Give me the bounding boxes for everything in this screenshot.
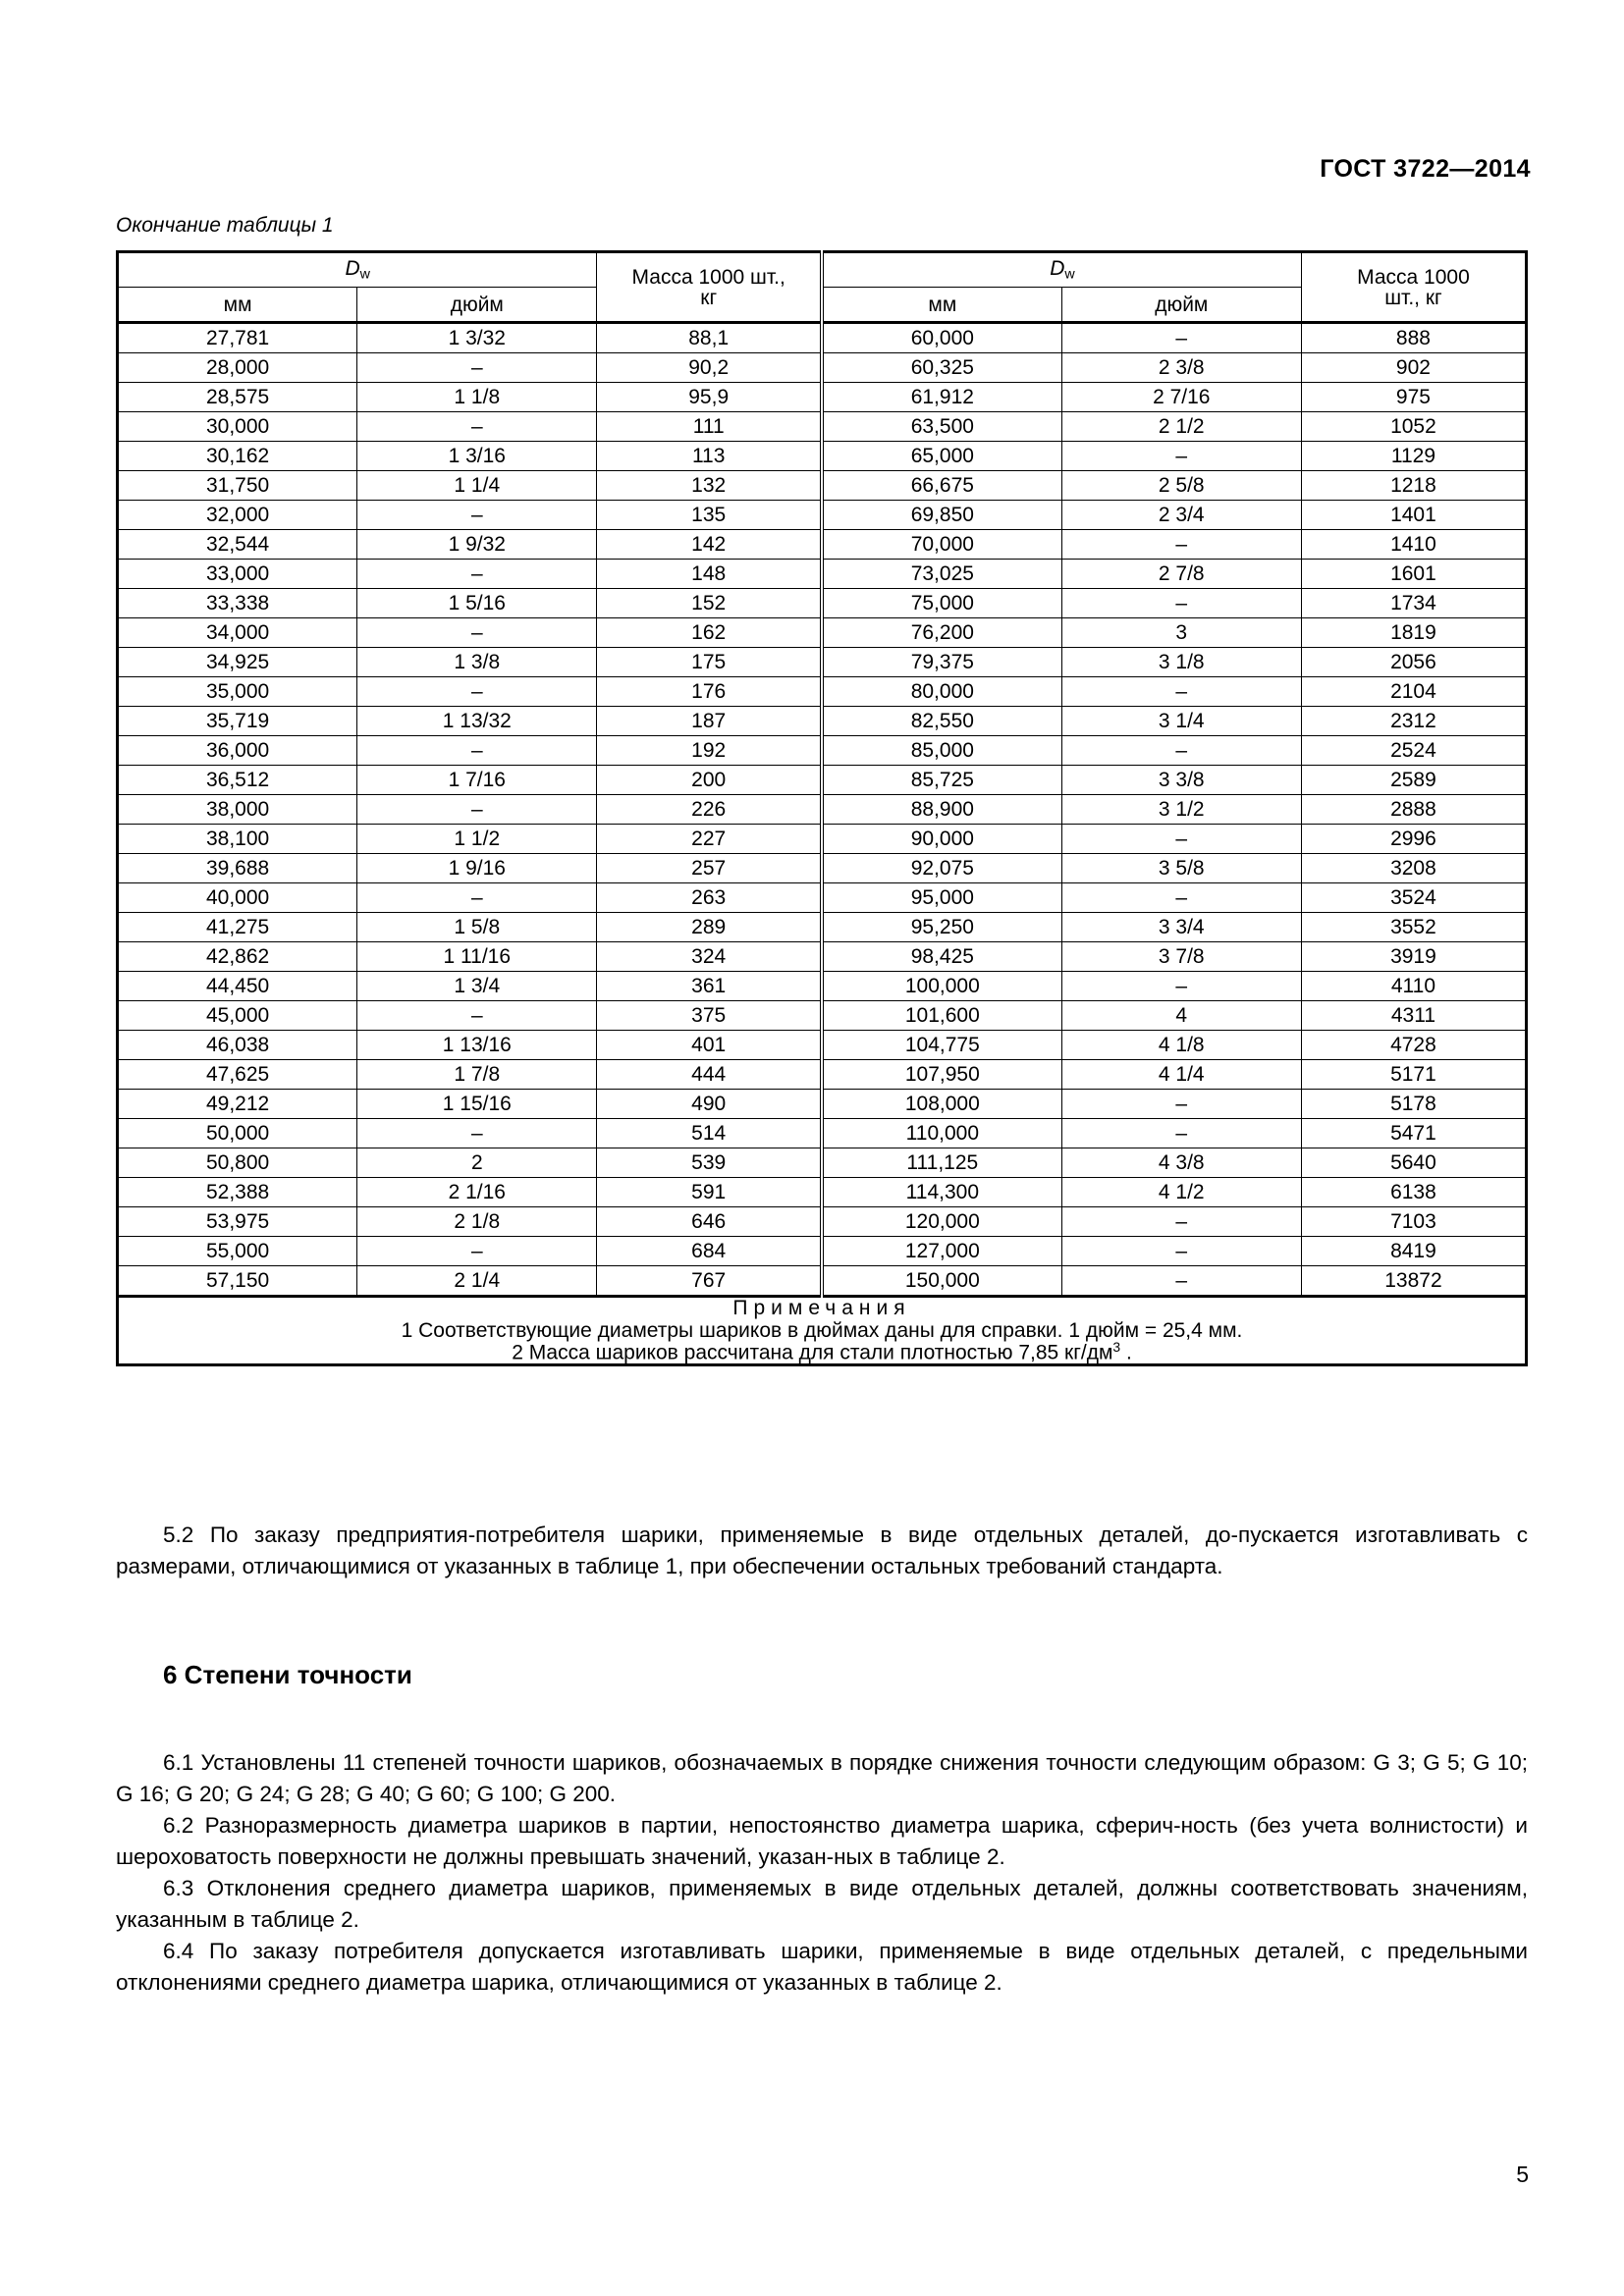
header-mass-left-line2: кг	[700, 286, 718, 309]
cell-mass-right: 1819	[1301, 618, 1526, 648]
cell-mass-right: 3919	[1301, 942, 1526, 972]
cell-mm-left: 31,750	[118, 471, 357, 501]
table-head	[118, 252, 1527, 323]
cell-inch-right: 2 3/4	[1061, 501, 1301, 530]
cell-mass-left: 375	[597, 1001, 822, 1031]
section-6-paragraphs-block	[116, 1747, 1528, 1999]
table-row	[118, 383, 1527, 412]
cell-inch-right: 4 1/4	[1061, 1060, 1301, 1090]
page-header-standard-number: ГОСТ 3722—2014	[1320, 155, 1531, 183]
cell-mass-left: 88,1	[597, 323, 822, 353]
cell-inch-right: 3 5/8	[1061, 854, 1301, 883]
cell-mass-right: 4728	[1301, 1031, 1526, 1060]
cell-mass-right: 2524	[1301, 736, 1526, 766]
table-header-row-1	[118, 252, 1527, 288]
cell-mm-right: 101,600	[822, 1001, 1061, 1031]
cell-mass-right: 1129	[1301, 442, 1526, 471]
table-row	[118, 353, 1527, 383]
ball-diameter-mass-table	[116, 250, 1528, 1366]
cell-inch-left: 1 3/8	[357, 648, 597, 677]
cell-inch-left: 1 7/8	[357, 1060, 597, 1090]
cell-mass-left: 490	[597, 1090, 822, 1119]
cell-mm-right: 79,375	[822, 648, 1061, 677]
cell-mm-left: 44,450	[118, 972, 357, 1001]
cell-mm-left: 38,000	[118, 795, 357, 825]
cell-mm-left: 28,575	[118, 383, 357, 412]
table-row	[118, 1060, 1527, 1090]
cell-mm-right: 108,000	[822, 1090, 1061, 1119]
cell-mm-right: 85,725	[822, 766, 1061, 795]
cell-mass-left: 263	[597, 883, 822, 913]
cell-inch-left: 1 13/32	[357, 707, 597, 736]
cell-mm-left: 35,000	[118, 677, 357, 707]
cell-mm-left: 36,512	[118, 766, 357, 795]
cell-mass-right: 888	[1301, 323, 1526, 353]
cell-mass-left: 227	[597, 825, 822, 854]
table-row	[118, 530, 1527, 560]
table-row	[118, 1266, 1527, 1297]
note-2-text: 2 Масса шариков рассчитана для стали плотностью 7,85 кг/дм	[512, 1341, 1113, 1364]
cell-mass-right: 3524	[1301, 883, 1526, 913]
cell-inch-left: –	[357, 353, 597, 383]
cell-mm-right: 61,912	[822, 383, 1061, 412]
cell-mm-left: 41,275	[118, 913, 357, 942]
cell-mass-right: 8419	[1301, 1237, 1526, 1266]
cell-mass-right: 2996	[1301, 825, 1526, 854]
cell-mm-right: 88,900	[822, 795, 1061, 825]
cell-mass-right: 1218	[1301, 471, 1526, 501]
cell-inch-left: –	[357, 1001, 597, 1031]
cell-inch-right: 4 3/8	[1061, 1148, 1301, 1178]
paragraph-6-2: 6.2 Разноразмерность диаметра шариков в партии, непостоянство диаметра шарика, сферич-ность (без учета волнистости) и шероховатость поверхности не должны превышать значений, указан-ных в таблице 2.	[116, 1812, 1528, 1869]
table-notes	[118, 1297, 1527, 1365]
cell-mass-left: 361	[597, 972, 822, 1001]
cell-mm-right: 92,075	[822, 854, 1061, 883]
cell-mm-left: 33,338	[118, 589, 357, 618]
cell-mass-left: 90,2	[597, 353, 822, 383]
cell-mm-left: 35,719	[118, 707, 357, 736]
header-mass-right-line1: Масса 1000	[1357, 265, 1470, 289]
table-row	[118, 589, 1527, 618]
cell-mm-right: 114,300	[822, 1178, 1061, 1207]
cell-inch-left: 2 1/16	[357, 1178, 597, 1207]
cell-mm-left: 57,150	[118, 1266, 357, 1297]
cell-mm-right: 150,000	[822, 1266, 1061, 1297]
cell-mass-left: 514	[597, 1119, 822, 1148]
cell-inch-right: 3 1/4	[1061, 707, 1301, 736]
cell-mm-right: 60,000	[822, 323, 1061, 353]
table-row	[118, 1090, 1527, 1119]
cell-mass-right: 7103	[1301, 1207, 1526, 1237]
table-row	[118, 972, 1527, 1001]
cell-inch-right: –	[1061, 323, 1301, 353]
cell-inch-left: 1 5/8	[357, 913, 597, 942]
table-row	[118, 471, 1527, 501]
cell-mass-left: 95,9	[597, 383, 822, 412]
cell-inch-left: –	[357, 618, 597, 648]
cell-mm-right: 100,000	[822, 972, 1061, 1001]
header-mm-left: мм	[118, 288, 357, 323]
cell-mass-left: 132	[597, 471, 822, 501]
cell-inch-right: 2 7/16	[1061, 383, 1301, 412]
cell-mm-right: 127,000	[822, 1237, 1061, 1266]
cell-mass-right: 1052	[1301, 412, 1526, 442]
cell-mass-right: 1401	[1301, 501, 1526, 530]
cell-inch-left: 1 1/8	[357, 383, 597, 412]
header-mass-right-line2: шт., кг	[1384, 286, 1442, 309]
cell-mm-left: 50,800	[118, 1148, 357, 1178]
cell-inch-left: 1 1/2	[357, 825, 597, 854]
note-2-period: .	[1120, 1341, 1132, 1364]
cell-mass-left: 257	[597, 854, 822, 883]
header-dw-left: $D_w$	[118, 252, 597, 288]
table-row	[118, 883, 1527, 913]
note-2	[119, 1341, 1525, 1363]
paragraph-6-3: 6.3 Отклонения среднего диаметра шариков, применяемых в виде отдельных деталей, должны соответствовать значениям, указанным в таблице 2.	[116, 1875, 1528, 1932]
cell-mm-right: 69,850	[822, 501, 1061, 530]
header-mass-left	[597, 252, 822, 323]
cell-inch-right: 2 3/8	[1061, 353, 1301, 383]
cell-mm-left: 28,000	[118, 353, 357, 383]
cell-mass-left: 289	[597, 913, 822, 942]
cell-inch-right: 2 1/2	[1061, 412, 1301, 442]
cell-inch-right: –	[1061, 677, 1301, 707]
section-6-title: 6 Степени точности	[163, 1660, 412, 1689]
cell-mass-left: 192	[597, 736, 822, 766]
cell-mass-left: 444	[597, 1060, 822, 1090]
cell-mm-left: 49,212	[118, 1090, 357, 1119]
cell-inch-right: 3 3/8	[1061, 766, 1301, 795]
paragraph-5-2-block	[116, 1520, 1528, 1582]
paragraph-6-4: 6.4 По заказу потребителя допускается изготавливать шарики, применяемые в виде отдельных деталей, с предельными отклонениями среднего диаметра шарика, отличающимися от указанных в таблице 2.	[116, 1938, 1528, 1995]
cell-mass-left: 148	[597, 560, 822, 589]
page-number: 5	[1516, 2162, 1529, 2187]
cell-inch-left: –	[357, 795, 597, 825]
cell-mm-right: 111,125	[822, 1148, 1061, 1178]
header-mm-right: мм	[822, 288, 1061, 323]
table-row	[118, 736, 1527, 766]
cell-inch-right: 3 7/8	[1061, 942, 1301, 972]
cell-mass-right: 975	[1301, 383, 1526, 412]
cell-mm-left: 46,038	[118, 1031, 357, 1060]
table-caption: Окончание таблицы 1	[116, 214, 334, 237]
cell-mm-right: 75,000	[822, 589, 1061, 618]
cell-inch-right: 3 1/8	[1061, 648, 1301, 677]
cell-mass-left: 591	[597, 1178, 822, 1207]
cell-inch-left: –	[357, 560, 597, 589]
cell-mm-right: 95,250	[822, 913, 1061, 942]
cell-mm-left: 34,000	[118, 618, 357, 648]
cell-inch-right: –	[1061, 736, 1301, 766]
table-row	[118, 942, 1527, 972]
cell-mm-right: 95,000	[822, 883, 1061, 913]
cell-mass-left: 162	[597, 618, 822, 648]
cell-mm-left: 55,000	[118, 1237, 357, 1266]
cell-mass-right: 2312	[1301, 707, 1526, 736]
cell-mm-left: 53,975	[118, 1207, 357, 1237]
table-row	[118, 1207, 1527, 1237]
cell-mass-left: 539	[597, 1148, 822, 1178]
cell-mm-right: 120,000	[822, 1207, 1061, 1237]
cell-mm-left: 38,100	[118, 825, 357, 854]
cell-mass-right: 2589	[1301, 766, 1526, 795]
table-row	[118, 323, 1527, 353]
cell-inch-right: 3 1/2	[1061, 795, 1301, 825]
cell-mm-left: 32,544	[118, 530, 357, 560]
cell-mm-left: 32,000	[118, 501, 357, 530]
header-inch-right: дюйм	[1061, 288, 1301, 323]
cell-inch-left: –	[357, 501, 597, 530]
table-row	[118, 1148, 1527, 1178]
cell-inch-left: 1 1/4	[357, 471, 597, 501]
table-row	[118, 825, 1527, 854]
cell-inch-left: 2	[357, 1148, 597, 1178]
cell-mm-right: 98,425	[822, 942, 1061, 972]
cell-mm-left: 45,000	[118, 1001, 357, 1031]
cell-mass-left: 767	[597, 1266, 822, 1297]
cell-mm-left: 40,000	[118, 883, 357, 913]
cell-inch-right: –	[1061, 1237, 1301, 1266]
cell-inch-left: 1 5/16	[357, 589, 597, 618]
table-row	[118, 560, 1527, 589]
cell-inch-right: 3 3/4	[1061, 913, 1301, 942]
cell-mass-left: 152	[597, 589, 822, 618]
cell-mass-right: 13872	[1301, 1266, 1526, 1297]
note-2-superscript: 3	[1112, 1339, 1121, 1355]
cell-mm-right: 65,000	[822, 442, 1061, 471]
cell-mm-right: 90,000	[822, 825, 1061, 854]
cell-inch-right: –	[1061, 589, 1301, 618]
table-body	[118, 323, 1527, 1297]
notes-title: Примечания	[732, 1297, 911, 1319]
table-container	[116, 250, 1528, 1366]
table-row	[118, 501, 1527, 530]
cell-mass-left: 646	[597, 1207, 822, 1237]
cell-mass-right: 1410	[1301, 530, 1526, 560]
cell-mm-left: 34,925	[118, 648, 357, 677]
cell-mm-right: 107,950	[822, 1060, 1061, 1090]
cell-inch-left: 2 1/4	[357, 1266, 597, 1297]
table-foot	[118, 1297, 1527, 1365]
cell-mass-left: 111	[597, 412, 822, 442]
cell-inch-right: –	[1061, 972, 1301, 1001]
cell-inch-left: –	[357, 677, 597, 707]
cell-inch-left: 1 3/32	[357, 323, 597, 353]
cell-mm-left: 50,000	[118, 1119, 357, 1148]
cell-mass-left: 187	[597, 707, 822, 736]
section-6-heading-block	[116, 1657, 1528, 1693]
cell-inch-left: 1 7/16	[357, 766, 597, 795]
cell-mass-left: 135	[597, 501, 822, 530]
cell-mm-right: 85,000	[822, 736, 1061, 766]
cell-inch-right: –	[1061, 442, 1301, 471]
cell-inch-left: 1 3/16	[357, 442, 597, 471]
cell-mm-left: 39,688	[118, 854, 357, 883]
cell-mass-right: 2888	[1301, 795, 1526, 825]
table-row	[118, 677, 1527, 707]
cell-mass-left: 176	[597, 677, 822, 707]
cell-inch-left: –	[357, 1237, 597, 1266]
cell-mass-left: 324	[597, 942, 822, 972]
cell-mass-left: 226	[597, 795, 822, 825]
cell-inch-right: –	[1061, 883, 1301, 913]
cell-inch-right: –	[1061, 1207, 1301, 1237]
cell-inch-right: –	[1061, 1090, 1301, 1119]
table-row	[118, 442, 1527, 471]
cell-mm-left: 30,000	[118, 412, 357, 442]
header-dw-right: $D_w$	[822, 252, 1301, 288]
cell-mass-left: 200	[597, 766, 822, 795]
cell-mass-left: 113	[597, 442, 822, 471]
cell-mass-right: 2056	[1301, 648, 1526, 677]
cell-inch-left: –	[357, 736, 597, 766]
cell-mm-left: 42,862	[118, 942, 357, 972]
cell-inch-right: 2 7/8	[1061, 560, 1301, 589]
header-mass-right	[1301, 252, 1526, 323]
cell-mm-right: 70,000	[822, 530, 1061, 560]
paragraph-5-2: 5.2 По заказу предприятия-потребителя шарики, применяемые в виде отдельных деталей, до-пускается изготавливать с размерами, отличающимися от указанных в таблице 1, при обеспечении остальных требований стандарта.	[116, 1522, 1528, 1578]
cell-mass-right: 3208	[1301, 854, 1526, 883]
table-row	[118, 795, 1527, 825]
table-row	[118, 1001, 1527, 1031]
table-row	[118, 1178, 1527, 1207]
cell-inch-left: 1 9/32	[357, 530, 597, 560]
cell-inch-right: –	[1061, 1266, 1301, 1297]
cell-inch-right: 2 5/8	[1061, 471, 1301, 501]
cell-mm-right: 63,500	[822, 412, 1061, 442]
cell-mass-left: 401	[597, 1031, 822, 1060]
table-row	[118, 648, 1527, 677]
cell-inch-right: 3	[1061, 618, 1301, 648]
table-row	[118, 412, 1527, 442]
cell-mass-right: 4311	[1301, 1001, 1526, 1031]
table-row	[118, 1119, 1527, 1148]
table-row	[118, 1237, 1527, 1266]
cell-mass-left: 684	[597, 1237, 822, 1266]
cell-mass-left: 175	[597, 648, 822, 677]
cell-mass-right: 5471	[1301, 1119, 1526, 1148]
cell-inch-left: 2 1/8	[357, 1207, 597, 1237]
cell-mass-right: 4110	[1301, 972, 1526, 1001]
table-row	[118, 707, 1527, 736]
cell-mm-left: 30,162	[118, 442, 357, 471]
cell-inch-right: 4 1/2	[1061, 1178, 1301, 1207]
note-1: 1 Соответствующие диаметры шариков в дюймах даны для справки. 1 дюйм = 25,4 мм.	[401, 1319, 1243, 1342]
cell-inch-right: 4 1/8	[1061, 1031, 1301, 1060]
paragraph-6-1: 6.1 Установлены 11 степеней точности шариков, обозначаемых в порядке снижения точности следующим образом: G 3; G 5; G 10; G 16; G 20; G 24; G 28; G 40; G 60; G 100; G 200.	[116, 1750, 1528, 1806]
table-row	[118, 854, 1527, 883]
table-notes-row	[118, 1297, 1527, 1365]
cell-mass-right: 2104	[1301, 677, 1526, 707]
cell-mass-right: 5171	[1301, 1060, 1526, 1090]
cell-mm-right: 73,025	[822, 560, 1061, 589]
cell-mm-right: 60,325	[822, 353, 1061, 383]
cell-mm-left: 36,000	[118, 736, 357, 766]
table-row	[118, 913, 1527, 942]
cell-mm-left: 47,625	[118, 1060, 357, 1090]
cell-inch-right: 4	[1061, 1001, 1301, 1031]
cell-mm-right: 82,550	[822, 707, 1061, 736]
cell-inch-left: 1 13/16	[357, 1031, 597, 1060]
cell-inch-right: –	[1061, 530, 1301, 560]
cell-mass-right: 902	[1301, 353, 1526, 383]
cell-mass-right: 3552	[1301, 913, 1526, 942]
cell-inch-left: 1 11/16	[357, 942, 597, 972]
cell-inch-left: 1 3/4	[357, 972, 597, 1001]
cell-mm-left: 33,000	[118, 560, 357, 589]
cell-inch-left: 1 9/16	[357, 854, 597, 883]
cell-mass-right: 6138	[1301, 1178, 1526, 1207]
cell-mass-left: 142	[597, 530, 822, 560]
table-row	[118, 618, 1527, 648]
cell-mm-right: 110,000	[822, 1119, 1061, 1148]
cell-mm-left: 27,781	[118, 323, 357, 353]
cell-mass-right: 5178	[1301, 1090, 1526, 1119]
cell-mass-right: 5640	[1301, 1148, 1526, 1178]
cell-mm-left: 52,388	[118, 1178, 357, 1207]
cell-mm-right: 80,000	[822, 677, 1061, 707]
cell-inch-left: 1 15/16	[357, 1090, 597, 1119]
cell-mm-right: 76,200	[822, 618, 1061, 648]
cell-mm-right: 66,675	[822, 471, 1061, 501]
table-row	[118, 1031, 1527, 1060]
cell-inch-right: –	[1061, 825, 1301, 854]
cell-inch-left: –	[357, 1119, 597, 1148]
header-inch-left: дюйм	[357, 288, 597, 323]
cell-mm-right: 104,775	[822, 1031, 1061, 1060]
cell-mass-right: 1734	[1301, 589, 1526, 618]
cell-mass-right: 1601	[1301, 560, 1526, 589]
cell-inch-left: –	[357, 883, 597, 913]
table-row	[118, 766, 1527, 795]
cell-inch-left: –	[357, 412, 597, 442]
header-mass-left-line1: Масса 1000 шт.,	[631, 265, 785, 289]
cell-inch-right: –	[1061, 1119, 1301, 1148]
